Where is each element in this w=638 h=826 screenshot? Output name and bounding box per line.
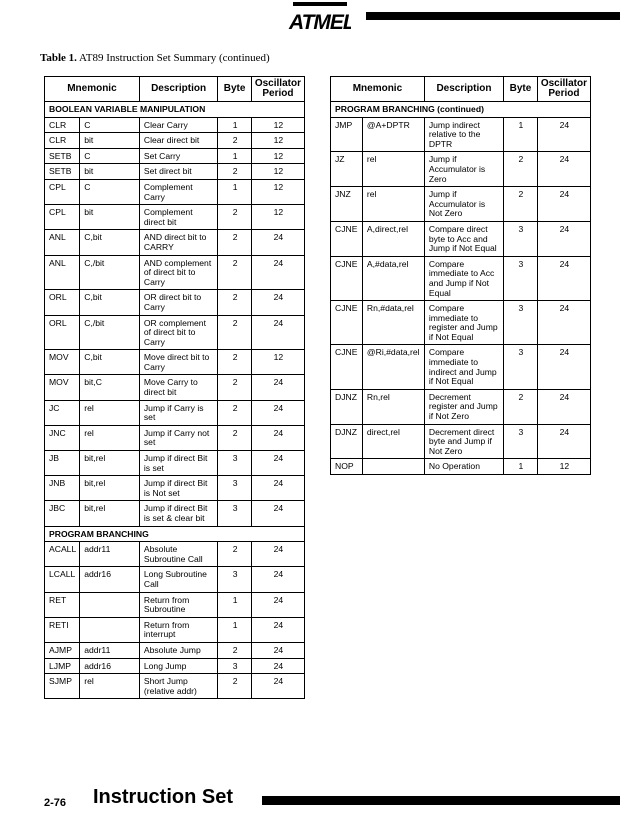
operand-cell: A,#data,rel xyxy=(362,256,424,300)
operand-cell: C,bit xyxy=(80,290,140,315)
byte-cell: 2 xyxy=(218,230,252,255)
operand-cell: C,bit xyxy=(80,350,140,375)
table-row xyxy=(45,255,305,290)
byte-cell: 3 xyxy=(218,567,252,592)
section-title: BOOLEAN VARIABLE MANIPULATION xyxy=(45,102,305,118)
table-row xyxy=(331,459,591,475)
description-cell: Compare immediate to Acc and Jump if Not Equal xyxy=(424,256,503,300)
page-number: 2-76 xyxy=(44,797,67,809)
mnemonic-cell: DJNZ xyxy=(331,424,363,459)
col-description: Description xyxy=(424,77,503,102)
operand-cell: C xyxy=(80,117,140,133)
mnemonic-cell: JZ xyxy=(331,152,363,187)
operand-cell: @Ri,#data,rel xyxy=(362,345,424,389)
table-row xyxy=(45,133,305,149)
table-row xyxy=(45,400,305,425)
table-row xyxy=(45,230,305,255)
table-row xyxy=(45,642,305,658)
period-cell: 24 xyxy=(251,290,304,315)
byte-cell: 1 xyxy=(218,179,252,204)
mnemonic-cell: ANL xyxy=(45,255,80,290)
section-header-row xyxy=(331,102,591,118)
period-cell: 24 xyxy=(537,152,590,187)
instruction-table-right xyxy=(330,76,591,475)
operand-cell: C,/bit xyxy=(80,255,140,290)
mnemonic-cell: CPL xyxy=(45,205,80,230)
operand-cell: Rn,#data,rel xyxy=(362,301,424,345)
table-row xyxy=(45,148,305,164)
table-row xyxy=(45,476,305,501)
byte-cell: 2 xyxy=(218,375,252,400)
period-cell: 12 xyxy=(251,164,304,180)
period-cell: 24 xyxy=(251,400,304,425)
mnemonic-cell: LJMP xyxy=(45,658,80,674)
period-cell: 12 xyxy=(251,205,304,230)
period-cell: 24 xyxy=(251,674,304,699)
description-cell: Return from Subroutine xyxy=(139,592,217,617)
operand-cell: C xyxy=(80,148,140,164)
table-caption xyxy=(40,52,270,64)
description-cell: Long Jump xyxy=(139,658,217,674)
byte-cell: 3 xyxy=(504,301,538,345)
operand-cell: rel xyxy=(80,425,140,450)
operand-cell: addr11 xyxy=(80,642,140,658)
description-cell: OR complement of direct bit to Carry xyxy=(139,315,217,350)
description-cell: Long Subroutine Call xyxy=(139,567,217,592)
table-row xyxy=(45,350,305,375)
atmel-logo xyxy=(287,2,351,32)
mnemonic-cell: JNC xyxy=(45,425,80,450)
description-cell: Compare direct byte to Acc and Jump if Not Equal xyxy=(424,221,503,256)
mnemonic-cell: RET xyxy=(45,592,80,617)
period-cell: 24 xyxy=(537,256,590,300)
period-cell: 24 xyxy=(251,617,304,642)
byte-cell: 2 xyxy=(218,674,252,699)
table-row xyxy=(331,389,591,424)
table-row xyxy=(331,221,591,256)
period-cell: 24 xyxy=(251,567,304,592)
period-cell: 24 xyxy=(537,424,590,459)
mnemonic-cell: MOV xyxy=(45,375,80,400)
table-row xyxy=(45,315,305,350)
section-title: PROGRAM BRANCHING xyxy=(45,526,305,542)
description-cell: Move Carry to direct bit xyxy=(139,375,217,400)
mnemonic-cell: NOP xyxy=(331,459,363,475)
description-cell: No Operation xyxy=(424,459,503,475)
section-header-row xyxy=(45,102,305,118)
period-cell: 24 xyxy=(251,230,304,255)
mnemonic-cell: RETI xyxy=(45,617,80,642)
period-cell: 24 xyxy=(537,345,590,389)
byte-cell: 3 xyxy=(504,424,538,459)
period-cell: 24 xyxy=(537,301,590,345)
col-description: Description xyxy=(139,77,217,102)
instruction-table-left xyxy=(44,76,305,699)
section-title: PROGRAM BRANCHING (continued) xyxy=(331,102,591,118)
table-row xyxy=(45,592,305,617)
table-header-row xyxy=(45,77,305,102)
byte-cell: 3 xyxy=(218,501,252,526)
svg-text:ATMEL: ATMEL xyxy=(289,11,351,32)
period-cell: 24 xyxy=(251,642,304,658)
operand-cell: @A+DPTR xyxy=(362,117,424,152)
mnemonic-cell: JMP xyxy=(331,117,363,152)
description-cell: Clear Carry xyxy=(139,117,217,133)
byte-cell: 3 xyxy=(504,256,538,300)
table-row xyxy=(45,658,305,674)
mnemonic-cell: JB xyxy=(45,451,80,476)
byte-cell: 2 xyxy=(218,164,252,180)
operand-cell: direct,rel xyxy=(362,424,424,459)
byte-cell: 2 xyxy=(218,400,252,425)
mnemonic-cell: SETB xyxy=(45,148,80,164)
byte-cell: 1 xyxy=(504,459,538,475)
period-cell: 24 xyxy=(537,187,590,222)
footer-rule xyxy=(262,796,620,805)
period-cell: 24 xyxy=(251,658,304,674)
byte-cell: 3 xyxy=(504,345,538,389)
operand-cell: addr16 xyxy=(80,658,140,674)
mnemonic-cell: ORL xyxy=(45,290,80,315)
period-cell: 24 xyxy=(537,389,590,424)
table-row xyxy=(45,425,305,450)
byte-cell: 1 xyxy=(218,117,252,133)
description-cell: Jump if Carry not set xyxy=(139,425,217,450)
byte-cell: 1 xyxy=(218,592,252,617)
period-cell: 12 xyxy=(251,148,304,164)
period-cell: 12 xyxy=(251,350,304,375)
period-cell: 24 xyxy=(251,501,304,526)
mnemonic-cell: SJMP xyxy=(45,674,80,699)
table-row xyxy=(45,375,305,400)
operand-cell: addr11 xyxy=(80,542,140,567)
mnemonic-cell: ORL xyxy=(45,315,80,350)
table-row xyxy=(331,424,591,459)
mnemonic-cell: ACALL xyxy=(45,542,80,567)
period-cell: 12 xyxy=(251,117,304,133)
operand-cell: bit xyxy=(80,164,140,180)
description-cell: Jump if Carry is set xyxy=(139,400,217,425)
mnemonic-cell: CPL xyxy=(45,179,80,204)
description-cell: Absolute Subroutine Call xyxy=(139,542,217,567)
operand-cell: Rn,rel xyxy=(362,389,424,424)
table-row xyxy=(45,567,305,592)
period-cell: 24 xyxy=(251,476,304,501)
byte-cell: 3 xyxy=(218,476,252,501)
operand-cell: bit,C xyxy=(80,375,140,400)
description-cell: Complement Carry xyxy=(139,179,217,204)
col-oscillator-period: Oscillator Period xyxy=(537,77,590,102)
mnemonic-cell: ANL xyxy=(45,230,80,255)
table-row xyxy=(45,205,305,230)
period-cell: 12 xyxy=(251,179,304,204)
operand-cell: addr16 xyxy=(80,567,140,592)
col-mnemonic: Mnemonic xyxy=(331,77,425,102)
operand-cell: bit xyxy=(80,133,140,149)
description-cell: Absolute Jump xyxy=(139,642,217,658)
description-cell: Jump indirect relative to the DPTR xyxy=(424,117,503,152)
mnemonic-cell: CJNE xyxy=(331,256,363,300)
table-row xyxy=(45,674,305,699)
operand-cell xyxy=(80,617,140,642)
byte-cell: 2 xyxy=(504,389,538,424)
table-row xyxy=(45,164,305,180)
description-cell: AND direct bit to CARRY xyxy=(139,230,217,255)
byte-cell: 2 xyxy=(218,350,252,375)
col-byte: Byte xyxy=(504,77,538,102)
description-cell: Complement direct bit xyxy=(139,205,217,230)
caption-label: Table 1. xyxy=(40,52,77,64)
description-cell: Jump if direct Bit is set & clear bit xyxy=(139,501,217,526)
byte-cell: 2 xyxy=(218,133,252,149)
description-cell: Set Carry xyxy=(139,148,217,164)
operand-cell: bit xyxy=(80,205,140,230)
operand-cell xyxy=(362,459,424,475)
table-row xyxy=(331,117,591,152)
mnemonic-cell: DJNZ xyxy=(331,389,363,424)
operand-cell: rel xyxy=(362,187,424,222)
description-cell: Compare immediate to register and Jump if Not Equal xyxy=(424,301,503,345)
description-cell: AND complement of direct bit to Carry xyxy=(139,255,217,290)
table-row xyxy=(331,152,591,187)
period-cell: 24 xyxy=(537,221,590,256)
table-row xyxy=(331,301,591,345)
col-mnemonic: Mnemonic xyxy=(45,77,140,102)
mnemonic-cell: CJNE xyxy=(331,221,363,256)
description-cell: Set direct bit xyxy=(139,164,217,180)
table-row xyxy=(45,117,305,133)
section-header-row xyxy=(45,526,305,542)
period-cell: 24 xyxy=(251,375,304,400)
footer-title: Instruction Set xyxy=(93,786,234,808)
mnemonic-cell: CJNE xyxy=(331,345,363,389)
description-cell: Decrement register and Jump if Not Zero xyxy=(424,389,503,424)
byte-cell: 1 xyxy=(218,617,252,642)
description-cell: Short Jump (relative addr) xyxy=(139,674,217,699)
description-cell: Move direct bit to Carry xyxy=(139,350,217,375)
period-cell: 24 xyxy=(537,117,590,152)
table-row xyxy=(45,290,305,315)
operand-cell: bit,rel xyxy=(80,476,140,501)
mnemonic-cell: CJNE xyxy=(331,301,363,345)
byte-cell: 1 xyxy=(504,117,538,152)
byte-cell: 2 xyxy=(218,642,252,658)
description-cell: Return from interrupt xyxy=(139,617,217,642)
mnemonic-cell: JNB xyxy=(45,476,80,501)
table-row xyxy=(45,179,305,204)
caption-text: AT89 Instruction Set Summary (continued) xyxy=(79,52,270,64)
table-row xyxy=(45,617,305,642)
period-cell: 24 xyxy=(251,592,304,617)
table-row xyxy=(331,187,591,222)
description-cell: Decrement direct byte and Jump if Not Zero xyxy=(424,424,503,459)
description-cell: Clear direct bit xyxy=(139,133,217,149)
byte-cell: 2 xyxy=(504,187,538,222)
period-cell: 12 xyxy=(537,459,590,475)
mnemonic-cell: JBC xyxy=(45,501,80,526)
table-row xyxy=(331,345,591,389)
table-row xyxy=(45,542,305,567)
col-oscillator-period: Oscillator Period xyxy=(251,77,304,102)
mnemonic-cell: SETB xyxy=(45,164,80,180)
period-cell: 24 xyxy=(251,542,304,567)
mnemonic-cell: CLR xyxy=(45,133,80,149)
operand-cell: rel xyxy=(80,674,140,699)
operand-cell: C,/bit xyxy=(80,315,140,350)
col-byte: Byte xyxy=(218,77,252,102)
operand-cell: A,direct,rel xyxy=(362,221,424,256)
byte-cell: 2 xyxy=(218,255,252,290)
byte-cell: 2 xyxy=(218,290,252,315)
byte-cell: 1 xyxy=(218,148,252,164)
operand-cell: C,bit xyxy=(80,230,140,255)
table-row xyxy=(331,256,591,300)
byte-cell: 3 xyxy=(218,658,252,674)
byte-cell: 2 xyxy=(218,542,252,567)
description-cell: Compare immediate to indirect and Jump if Not Equal xyxy=(424,345,503,389)
period-cell: 24 xyxy=(251,255,304,290)
operand-cell: bit,rel xyxy=(80,501,140,526)
byte-cell: 2 xyxy=(218,205,252,230)
table-row xyxy=(45,501,305,526)
period-cell: 24 xyxy=(251,451,304,476)
byte-cell: 2 xyxy=(218,315,252,350)
period-cell: 24 xyxy=(251,315,304,350)
mnemonic-cell: JC xyxy=(45,400,80,425)
operand-cell: rel xyxy=(362,152,424,187)
description-cell: Jump if direct Bit is Not set xyxy=(139,476,217,501)
operand-cell xyxy=(80,592,140,617)
byte-cell: 3 xyxy=(218,451,252,476)
header-rule xyxy=(366,12,620,20)
mnemonic-cell: MOV xyxy=(45,350,80,375)
operand-cell: bit,rel xyxy=(80,451,140,476)
table-header-row xyxy=(331,77,591,102)
description-cell: OR direct bit to Carry xyxy=(139,290,217,315)
description-cell: Jump if Accumulator is Zero xyxy=(424,152,503,187)
period-cell: 12 xyxy=(251,133,304,149)
description-cell: Jump if direct Bit is set xyxy=(139,451,217,476)
mnemonic-cell: LCALL xyxy=(45,567,80,592)
table-row xyxy=(45,451,305,476)
byte-cell: 3 xyxy=(504,221,538,256)
byte-cell: 2 xyxy=(504,152,538,187)
period-cell: 24 xyxy=(251,425,304,450)
description-cell: Jump if Accumulator is Not Zero xyxy=(424,187,503,222)
operand-cell: rel xyxy=(80,400,140,425)
operand-cell: C xyxy=(80,179,140,204)
mnemonic-cell: AJMP xyxy=(45,642,80,658)
byte-cell: 2 xyxy=(218,425,252,450)
mnemonic-cell: CLR xyxy=(45,117,80,133)
mnemonic-cell: JNZ xyxy=(331,187,363,222)
